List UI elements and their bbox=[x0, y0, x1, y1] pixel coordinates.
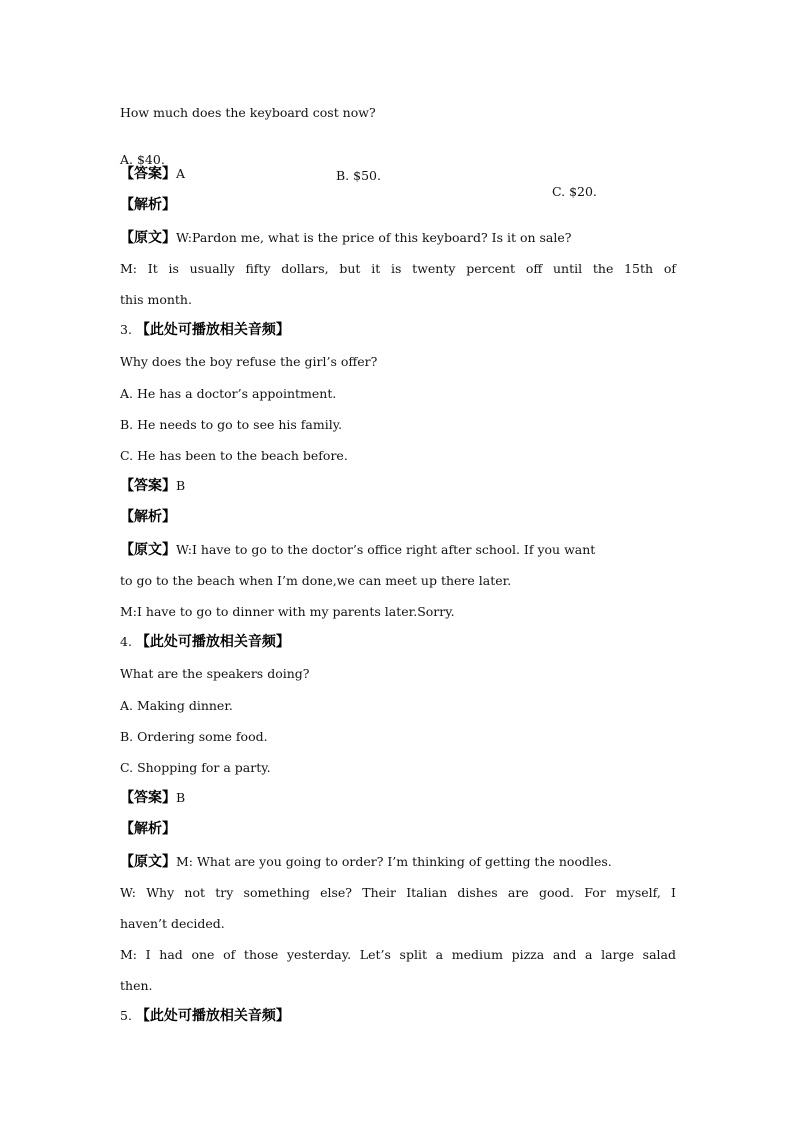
q3-answer bbox=[120, 478, 676, 494]
q2-option-b: B. $50. bbox=[336, 168, 381, 183]
q2-analysis bbox=[120, 197, 676, 213]
q4-question: What are the speakers doing? bbox=[120, 666, 310, 681]
audio-tag: 【此处可播放相关音频】 bbox=[135, 1008, 290, 1024]
answer-tag: 【答案】 bbox=[120, 166, 176, 182]
q4-answer bbox=[120, 790, 676, 806]
q3-header bbox=[120, 322, 676, 338]
transcript-tag: 【原文】 bbox=[120, 542, 176, 558]
answer-tag: 【答案】 bbox=[120, 478, 176, 494]
transcript-tag: 【原文】 bbox=[120, 230, 176, 246]
answer-value: B bbox=[176, 790, 186, 805]
audio-tag: 【此处可播放相关音频】 bbox=[135, 322, 290, 338]
q4-transcript-line-1 bbox=[120, 854, 676, 870]
q3-transcript-line-2: to go to the beach when I’m done,we can meet up there later. bbox=[120, 573, 512, 588]
question-number: 5. bbox=[120, 1008, 132, 1023]
analysis-tag: 【解析】 bbox=[120, 821, 176, 837]
q4-transcript-line-3: haven’t decided. bbox=[120, 916, 225, 931]
q3-transcript-line-1 bbox=[120, 542, 676, 558]
q2-option-a: A. $40. bbox=[120, 152, 165, 167]
answer-tag: 【答案】 bbox=[120, 790, 176, 806]
q4-transcript-line-4: M: I had one of those yesterday. Let’s split a medium pizza and a large salad bbox=[120, 947, 676, 962]
q2-transcript-line-2: M: It is usually fifty dollars, but it is twenty percent off until the 15th of bbox=[120, 261, 676, 276]
q3-question: Why does the boy refuse the girl’s offer? bbox=[120, 354, 378, 369]
q4-option-a: A. Making dinner. bbox=[120, 698, 233, 713]
q2-transcript-line-3: this month. bbox=[120, 292, 192, 307]
q2-answer bbox=[120, 166, 676, 182]
q4-option-b: B. Ordering some food. bbox=[120, 729, 268, 744]
q4-transcript-line-5: then. bbox=[120, 978, 153, 993]
q3-analysis bbox=[120, 509, 676, 525]
q3-transcript-line-3: M:I have to go to dinner with my parents later.Sorry. bbox=[120, 604, 455, 619]
q5-header bbox=[120, 1008, 676, 1024]
answer-value: A bbox=[176, 166, 186, 181]
q3-option-c: C. He has been to the beach before. bbox=[120, 448, 348, 463]
q2-option-c: C. $20. bbox=[552, 184, 597, 199]
analysis-tag: 【解析】 bbox=[120, 197, 176, 213]
q4-option-c: C. Shopping for a party. bbox=[120, 760, 271, 775]
analysis-tag: 【解析】 bbox=[120, 509, 176, 525]
answer-value: B bbox=[176, 478, 186, 493]
q2-transcript-line-1 bbox=[120, 230, 676, 246]
transcript-text: W:I have to go to the doctor’s office right after school. If you want bbox=[176, 542, 596, 557]
q4-analysis bbox=[120, 821, 676, 837]
q3-option-b: B. He needs to go to see his family. bbox=[120, 417, 343, 432]
transcript-text: M: What are you going to order? I’m thinking of getting the noodles. bbox=[176, 854, 612, 869]
q4-transcript-line-2: W: Why not try something else? Their Italian dishes are good. For myself, I bbox=[120, 885, 676, 900]
q4-header bbox=[120, 634, 676, 650]
question-number: 3. bbox=[120, 322, 132, 337]
transcript-tag: 【原文】 bbox=[120, 854, 176, 870]
q3-option-a: A. He has a doctor’s appointment. bbox=[120, 386, 337, 401]
question-number: 4. bbox=[120, 634, 132, 649]
q2-question: How much does the keyboard cost now? bbox=[120, 105, 376, 120]
transcript-text: W:Pardon me, what is the price of this keyboard? Is it on sale? bbox=[176, 230, 572, 245]
audio-tag: 【此处可播放相关音频】 bbox=[135, 634, 290, 650]
